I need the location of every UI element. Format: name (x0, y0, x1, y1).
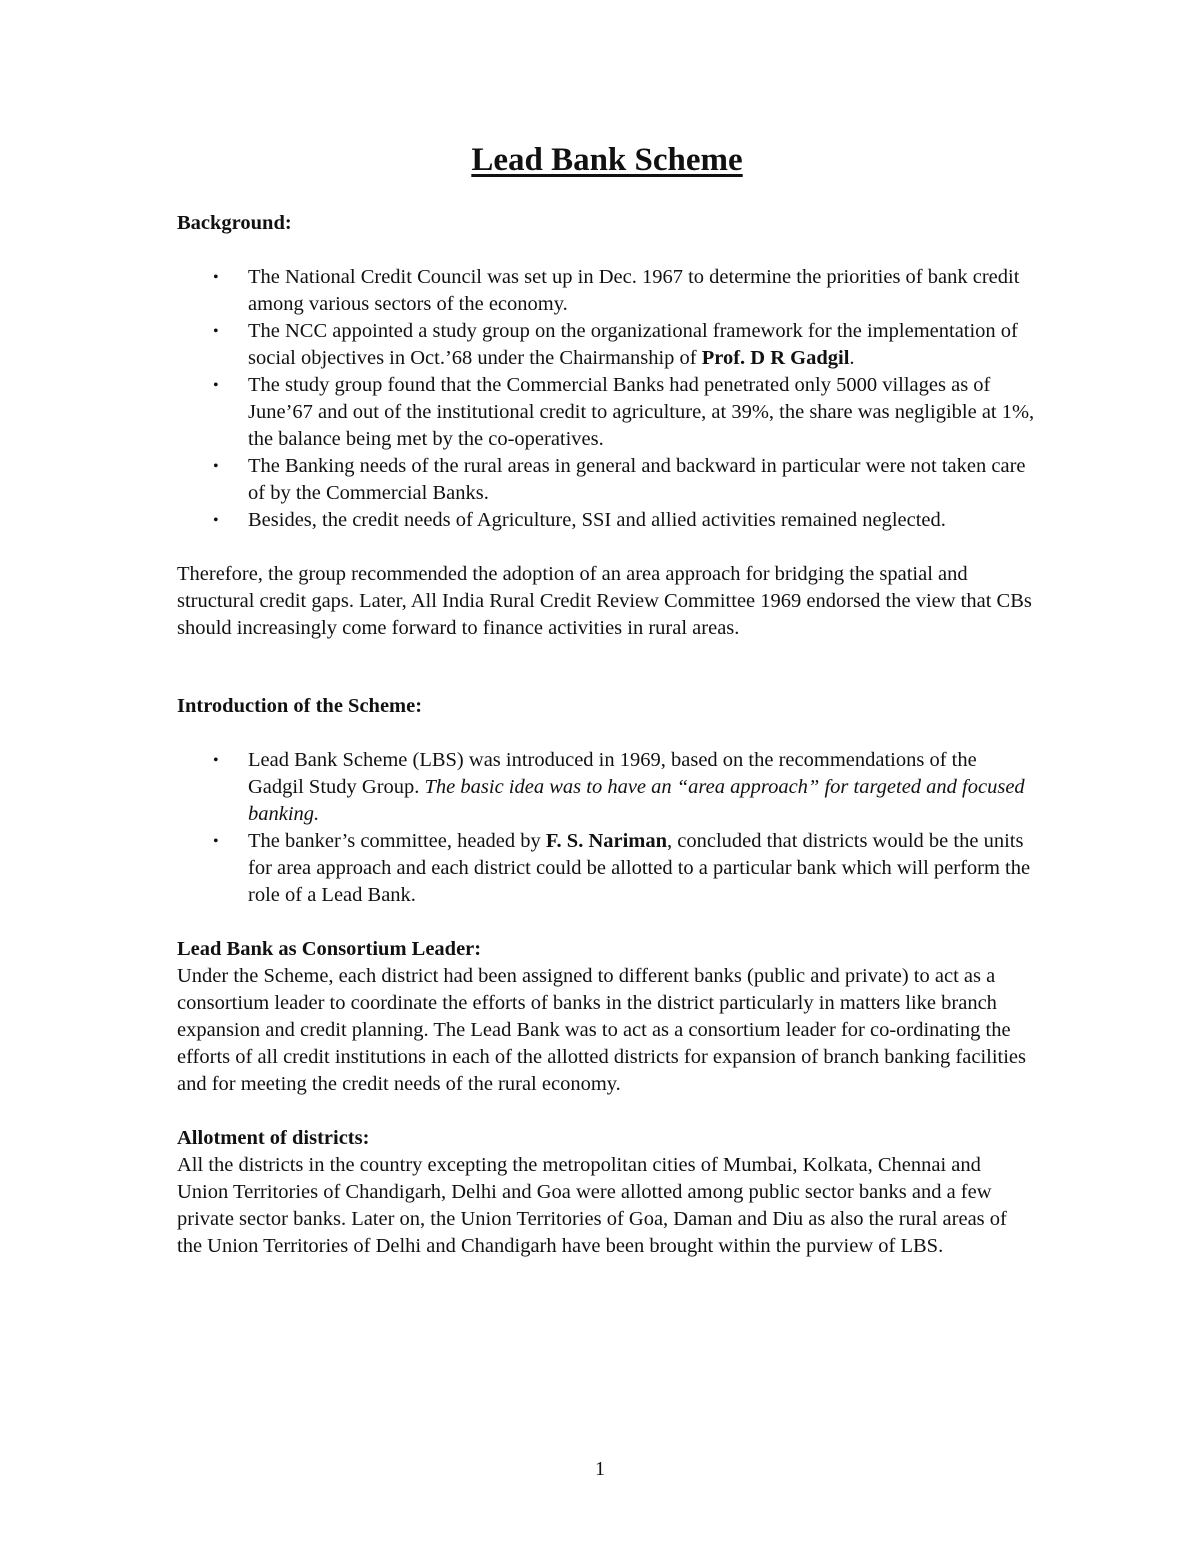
list-item (177, 453, 1037, 507)
allotment-paragraph: All the districts in the country excepting the metropolitan cities of Mumbai, Kolkata, Chennai and Union Territories of Chandigarh, Delhi and Goa were allotted among public sector banks and a few private sector banks. Later on, the Union Territories of Goa, Daman and Diu as also the rural areas of the Union Territories of Delhi and Chandigarh have been brought within the purview of LBS. (177, 1154, 1007, 1257)
spacer (177, 534, 1037, 561)
list-item-text: The study group found that the Commercial Banks had penetrated only 5000 villages as of June’67 and out of the institutional credit to agriculture, at 39%, the share was negligible at 1%, the balance being met by the co-operatives. (248, 374, 1035, 450)
list-item (177, 828, 1037, 909)
bullet-icon: • (213, 323, 219, 340)
spacer (177, 669, 1037, 693)
spacer (177, 909, 1037, 936)
bullet-icon: • (213, 458, 219, 475)
background-paragraph: Therefore, the group recommended the adoption of an area approach for bridging the spatial and structural credit gaps. Later, All India Rural Credit Review Committee 1969 endorsed the view that CBs should increasingly come forward to finance activities in rural areas. (177, 563, 1032, 639)
spacer (177, 642, 1037, 669)
list-item-text: Besides, the credit needs of Agriculture, SSI and allied activities remained neglected. (248, 509, 946, 531)
list-item (177, 507, 1037, 534)
bullet-icon: • (213, 752, 219, 769)
list-item-text: The banker’s committee, headed by (248, 830, 546, 852)
list-item-text: Lead Bank Scheme (LBS) was introduced in 1969, based on the recommendations of the Gadgil Study Group. (248, 749, 977, 798)
page-number: 1 (595, 1458, 605, 1480)
introduction-bullet-list (177, 747, 1037, 909)
bullet-icon: • (213, 833, 219, 850)
bullet-icon: • (213, 269, 219, 286)
consortium-heading: Lead Bank as Consortium Leader: (177, 938, 482, 960)
list-item-tail: , concluded that districts would be the units for area approach and each district could be allotted to a particular bank which will perform the role of a Lead Bank. (248, 830, 1031, 906)
list-item (177, 318, 1037, 372)
consortium-paragraph: Under the Scheme, each district had been assigned to different banks (public and private) to act as a consortium leader to coordinate the efforts of banks in the district particularly in matters like branch expansion and credit planning. The Lead Bank was to act as a consortium leader for co-ordinating the efforts of all credit institutions in each of the allotted districts for expansion of branch banking facilities and for meeting the credit needs of the rural economy. (177, 965, 1026, 1095)
allotment-heading: Allotment of districts: (177, 1127, 370, 1149)
chairman-name: Prof. D R Gadgil (701, 347, 850, 369)
bullet-icon: • (213, 512, 219, 529)
list-item (177, 372, 1037, 453)
document-title: Lead Bank Scheme (471, 142, 743, 178)
list-item (177, 747, 1037, 828)
area-approach-note: The basic idea was to have an “area approach” for targeted and focused banking. (248, 776, 1025, 825)
list-item-tail: . (849, 347, 855, 369)
bullet-icon: • (213, 377, 219, 394)
list-item-text: The National Credit Council was set up in Dec. 1967 to determine the priorities of bank credit among various sectors of the economy. (248, 266, 1020, 315)
list-item-text: The NCC appointed a study group on the organizational framework for the implementation of social objectives in Oct.’68 under the Chairmanship of (248, 320, 1018, 369)
spacer (177, 720, 1037, 747)
list-item-text: The Banking needs of the rural areas in general and backward in particular were not taken care of by the Commercial Banks. (248, 455, 1026, 504)
committee-head-name: F. S. Nariman (545, 830, 668, 852)
list-item (177, 264, 1037, 318)
document-body (177, 140, 1037, 1260)
background-heading: Background: (177, 212, 292, 234)
introduction-heading: Introduction of the Scheme: (177, 695, 423, 717)
background-bullet-list (177, 264, 1037, 534)
spacer (177, 1098, 1037, 1125)
spacer (177, 237, 1037, 264)
